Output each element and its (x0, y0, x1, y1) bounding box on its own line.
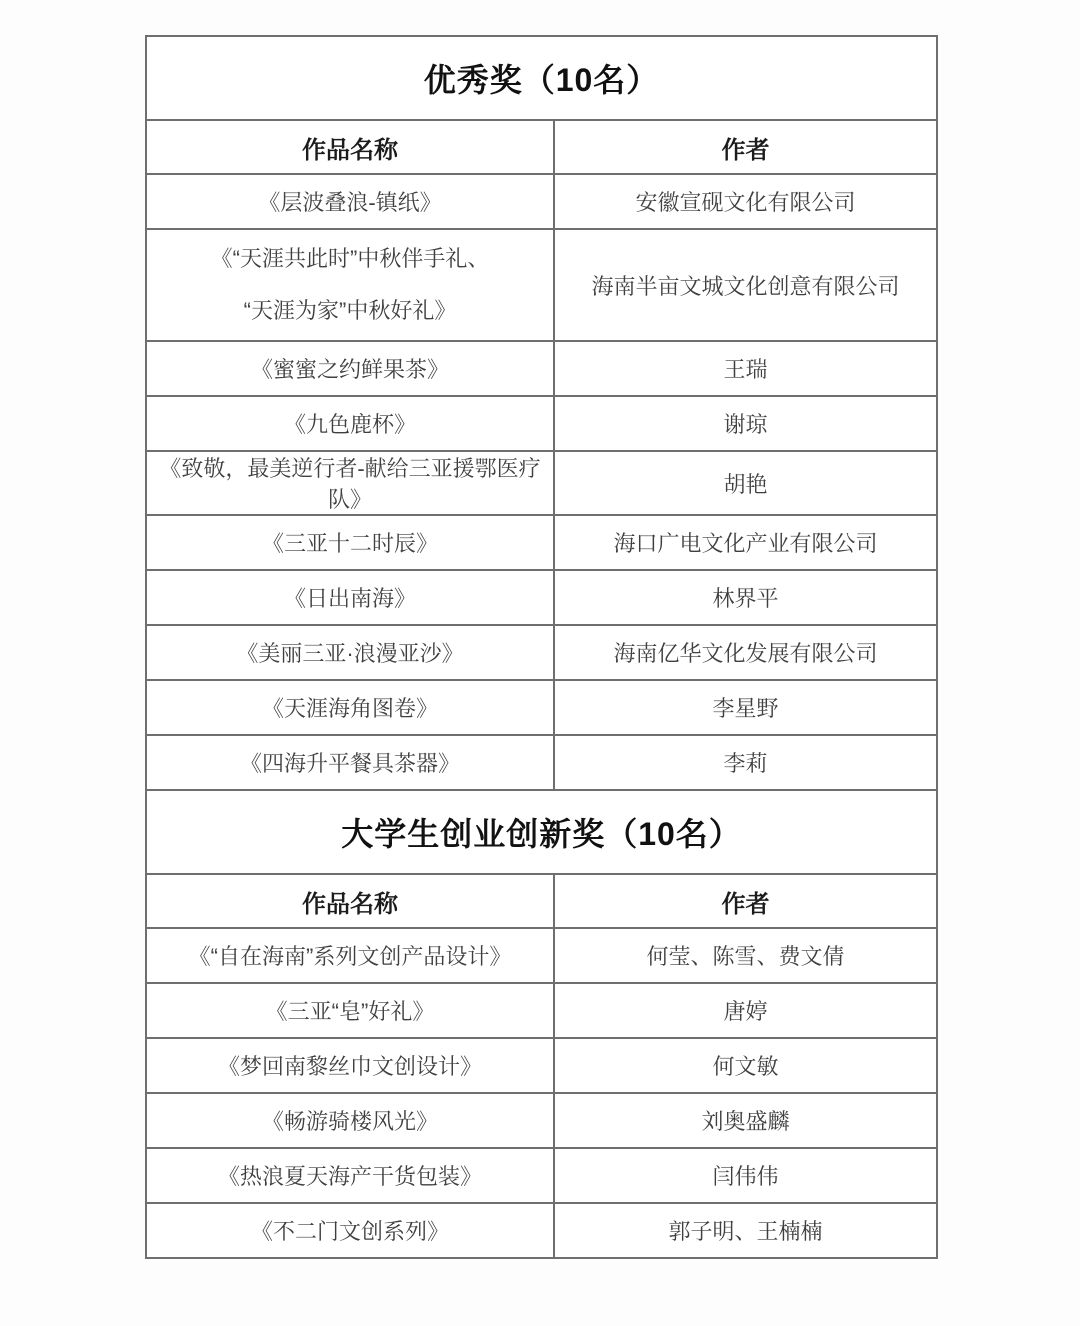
table-row (146, 341, 937, 396)
work-title-cell (146, 625, 554, 680)
author-cell: 林界平 (554, 570, 937, 625)
table-row (146, 735, 937, 790)
column-header-work: 作品名称 (146, 120, 554, 174)
awards-table (145, 35, 938, 1259)
author-cell: 郭子明、王楠楠 (554, 1203, 937, 1258)
work-title-line: 《梦回南黎丝巾文创设计》 (217, 1054, 482, 1079)
author-cell: 李莉 (554, 735, 937, 790)
table-row (146, 570, 937, 625)
table-row (146, 680, 937, 735)
table-row (146, 515, 937, 570)
author-cell: 胡艳 (554, 451, 937, 515)
column-header-author: 作者 (554, 120, 937, 174)
work-title-cell (146, 1093, 554, 1148)
section-title: 优秀奖（10名） (146, 36, 937, 120)
column-header-row (146, 874, 937, 928)
work-title-line: 《致敬，最美逆行者-献给三亚援鄂医疗队》 (159, 456, 541, 512)
work-title-line: “天涯为家”中秋好礼》 (243, 298, 457, 323)
author-cell: 刘奥盛麟 (554, 1093, 937, 1148)
table-row (146, 451, 937, 515)
work-title-cell (146, 928, 554, 983)
work-title-cell (146, 983, 554, 1038)
work-title-line: 《层波叠浪-镇纸》 (258, 190, 442, 215)
table-row (146, 983, 937, 1038)
work-title-line: 《畅游骑楼风光》 (261, 1109, 438, 1134)
work-title-line: 《天涯海角图卷》 (261, 696, 438, 721)
work-title-line: 《三亚十二时辰》 (261, 531, 438, 556)
author-cell: 谢琼 (554, 396, 937, 451)
section-title-row (146, 790, 937, 874)
work-title-cell (146, 396, 554, 451)
work-title-cell (146, 1038, 554, 1093)
author-cell: 何文敏 (554, 1038, 937, 1093)
author-cell: 海南半亩文城文化创意有限公司 (554, 229, 937, 341)
column-header-row (146, 120, 937, 174)
table-row (146, 174, 937, 229)
work-title-cell (146, 229, 554, 341)
work-title-cell (146, 341, 554, 396)
author-cell: 海南亿华文化发展有限公司 (554, 625, 937, 680)
work-title-line: 《三亚“皂”好礼》 (265, 999, 435, 1024)
author-cell: 海口广电文化产业有限公司 (554, 515, 937, 570)
work-title-line: 《不二门文创系列》 (250, 1219, 449, 1244)
author-cell: 唐婷 (554, 983, 937, 1038)
work-title-line: 《美丽三亚·浪漫亚沙》 (236, 641, 464, 666)
column-header-author: 作者 (554, 874, 937, 928)
work-title-cell (146, 451, 554, 515)
work-title-line: 《九色鹿杯》 (283, 412, 416, 437)
table-row (146, 396, 937, 451)
work-title-cell (146, 680, 554, 735)
table-row (146, 625, 937, 680)
column-header-work: 作品名称 (146, 874, 554, 928)
author-cell: 李星野 (554, 680, 937, 735)
table-row (146, 229, 937, 341)
work-title-line: 《“自在海南”系列文创产品设计》 (188, 944, 512, 969)
author-cell: 闫伟伟 (554, 1148, 937, 1203)
section-title-row (146, 36, 937, 120)
table-row (146, 1038, 937, 1093)
table-row (146, 928, 937, 983)
work-title-cell (146, 735, 554, 790)
work-title-line: 《四海升平餐具茶器》 (239, 751, 460, 776)
awards-table-body (146, 36, 937, 1258)
author-cell: 何莹、陈雪、费文倩 (554, 928, 937, 983)
author-cell: 王瑞 (554, 341, 937, 396)
work-title-cell (146, 1148, 554, 1203)
table-row (146, 1148, 937, 1203)
work-title-line: 《“天涯共此时”中秋伴手礼、 (210, 246, 490, 271)
table-row (146, 1203, 937, 1258)
section-title: 大学生创业创新奖（10名） (146, 790, 937, 874)
table-row (146, 1093, 937, 1148)
work-title-cell (146, 570, 554, 625)
work-title-line: 《热浪夏天海产干货包装》 (217, 1164, 482, 1189)
work-title-cell (146, 515, 554, 570)
work-title-line: 《蜜蜜之约鲜果茶》 (250, 357, 449, 382)
work-title-cell (146, 1203, 554, 1258)
work-title-cell (146, 174, 554, 229)
author-cell: 安徽宣砚文化有限公司 (554, 174, 937, 229)
work-title-line: 《日出南海》 (283, 586, 416, 611)
